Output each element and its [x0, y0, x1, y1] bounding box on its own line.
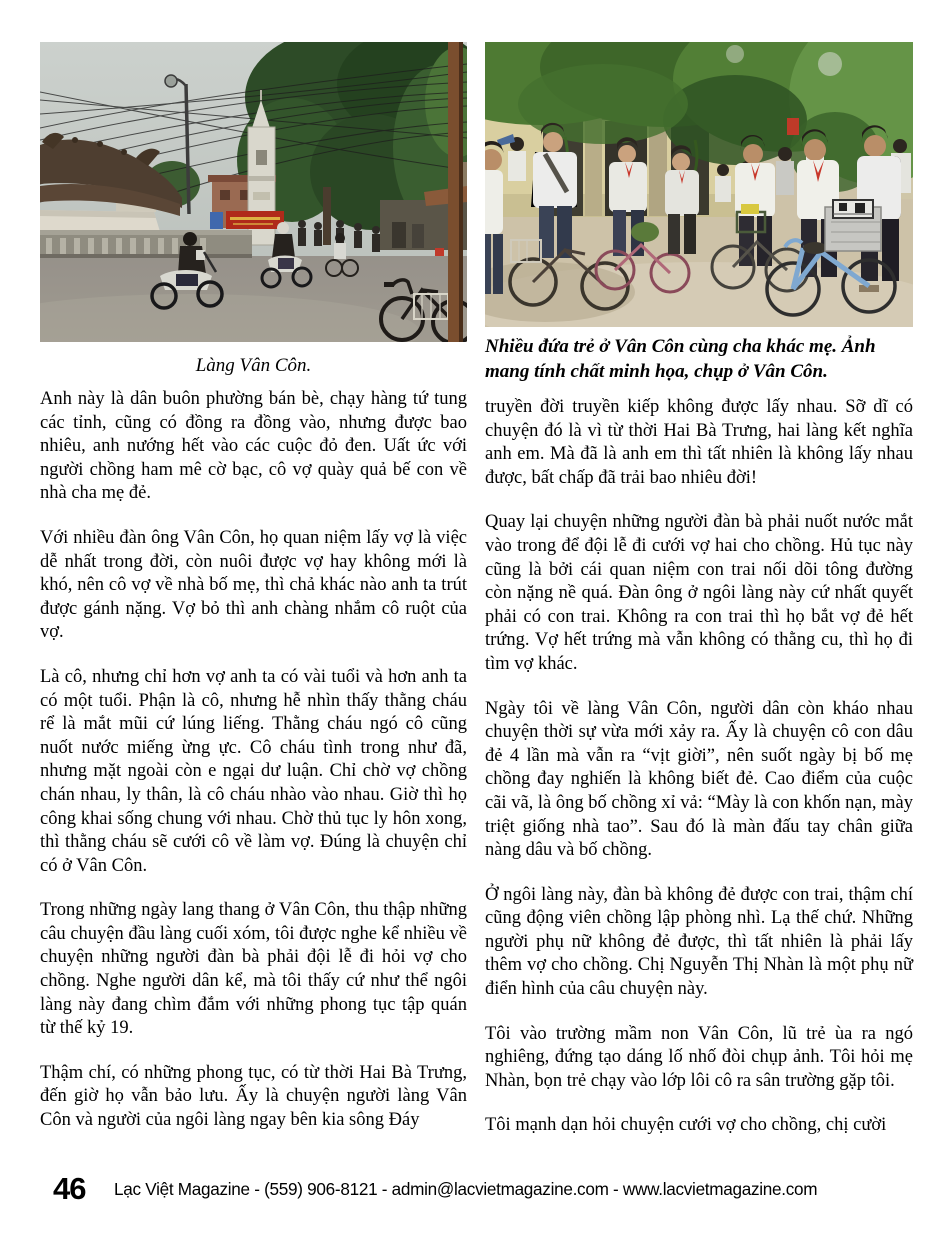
paragraph: Thậm chí, có những phong tục, có từ thời Hai Bà Trưng, đến giờ họ vẫn bảo lưu. Ấy là chuyện người làng Vân Côn và người của ngôi làng ngay bên kia sông Đáy [40, 1062, 467, 1131]
cropped-left-child [485, 141, 504, 294]
blue-sign [210, 212, 223, 229]
paragraph: Trong những ngày lang thang ở Vân Côn, thu thập những câu chuyện đầu làng cuối xóm, tôi được nghe kể nhiều về chuyện những người đàn bà phải đội lễ đi hỏi vợ cho chồng. Nghe người dân kể, mà tôi thấy cứ như thể ngôi làng này đang chìm đắm với những phong tục tập quán từ thế kỷ 19. [40, 900, 467, 1039]
roadside-pole [448, 42, 463, 342]
red-banner [226, 211, 284, 229]
children-bicycles-photo [485, 42, 913, 327]
paragraph: Là cô, nhưng chỉ hơn vợ anh ta có vài tuổi và hơn anh ta có một tuổi. Phận là cô, nhưng hễ nhìn thấy thằng cháu rể là mắt mũi cứ lúng liếng. Thằng cháu ngó cô cũng nuốt nước miếng ừng ực. Cô cháu tình trong như đã, nhưng mặt ngoài còn e ngại dư luận. Chỉ chờ vợ chồng chán nhau, ly thân, là cô cháu nhào vào nhau. Giờ thì họ công khai sống chung với nhau. Chờ thủ tục ly hôn xong, thì thằng cháu sẽ cưới cô về làm vợ. Đúng là chuyện chỉ có ở Vân Côn. [40, 666, 467, 876]
left-photo-caption: Làng Vân Côn. [195, 355, 312, 376]
right-photo-caption: Nhiều đứa trẻ ở Vân Côn cùng cha khác mẹ. Ảnh mang tính chất minh họa, chụp ở Vân Côn. [485, 336, 876, 382]
paragraph: Tôi mạnh dạn hỏi chuyện cưới vợ cho chồng, chị cười [485, 1115, 887, 1136]
left-column [40, 42, 467, 1159]
footer-contact-line: Lạc Việt Magazine - (559) 906-8121 - admin@lacvietmagazine.com - www.lacvietmagazine.com [114, 1178, 818, 1199]
paragraph: Quay lại chuyện những người đàn bà phải nuốt nước mắt vào trong để đội lễ đi cưới vợ hai cho chồng. Hủ tục này cũng là bởi cái quan niệm con trai nối dõi tông đường còn nặng nề quá. Đàn ông ở ngôi làng này cứ nhất quyết phải có con trai. Không ra con trai thì họ bắt vợ đẻ hết trứng. Vợ hết trứng mà vẫn không có thằng cu, thì họ đi tìm vợ khác. [485, 512, 913, 674]
page-footer [40, 1171, 911, 1207]
right-column [485, 42, 913, 1159]
paragraph: Anh này là dân buôn phường bán bè, chạy hàng tứ tung các tỉnh, cũng có đồng ra đồng vào, nhưng được bao nhiêu, anh nướng hết vào các cuộc đỏ đen. Uất ức với người chồng ham mê cờ bạc, cô vợ quày quả bế con về nhà cha mẹ đẻ. [40, 389, 467, 504]
village-street-photo [40, 42, 467, 342]
page-content [40, 42, 913, 1159]
red-flag [787, 118, 799, 135]
paragraph: Ngày tôi về làng Vân Côn, người dân còn kháo nhau chuyện thời sự vừa mới xảy ra. Ấy là chuyện cô con dâu đẻ 4 lần mà vẫn ra “vịt giời”, nên suốt ngày bị bố mẹ chồng đay nghiến là không biết đẻ. Cao điểm của cuộc cãi vã, là ông bố chồng xỉ vả: “Mày là con khốn nạn, mày triệt giống nhà tao”. Sau đó là màn đấu tay chân giữa nàng dâu và bố chồng. [485, 698, 913, 861]
paragraph: truyền đời truyền kiếp không được lấy nhau. Sỡ dĩ có chuyện đó là vì từ thời Hai Bà Trưng, hai làng kết nghĩa anh em. Mà đã là anh em thì tất nhiên là không lấy nhau được, bất chấp đã trải bao nhiêu đời! [485, 397, 913, 488]
paragraph: Ở ngôi làng này, đàn bà không đẻ được con trai, thậm chí cũng động viên chồng lập phòng nhì. Lạ thế chứ. Những người phụ nữ không đẻ được, thì tất nhiên là phải lấy thêm vợ cho chồng. Chị Nguyễn Thị Nhàn là một phụ nữ điển hình của câu chuyện này. [485, 884, 913, 1000]
page-number: 46 [53, 1171, 86, 1206]
balustrade-wall [40, 230, 252, 258]
paragraph: Với nhiều đàn ông Vân Côn, họ quan niệm lấy vợ là việc dễ nhất trong đời, còn nuôi được vợ hay không mới là khó, nên cô vợ về nhà bố mẹ, thì chả khác nào anh ta trút được gánh nặng. Vợ bỏ thì anh chàng nhắm cô ruột của vợ. [40, 527, 467, 643]
paragraph: Tôi vào trường mầm non Vân Côn, lũ trẻ ùa ra ngó nghiêng, đứng tạo dáng lố nhố đòi chụp ảnh. Tôi hỏi mẹ Nhàn, bọn trẻ chạy vào lớp lôi cô ra sân trường gặp tôi. [485, 1023, 913, 1091]
